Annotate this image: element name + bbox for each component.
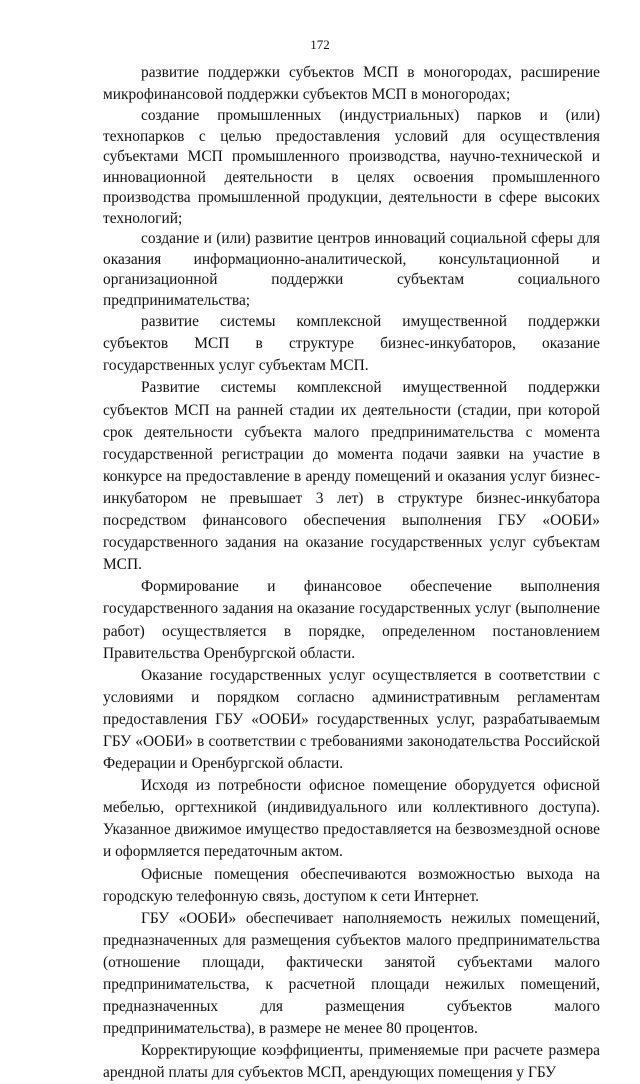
paragraph-business-incubators: развитие системы комплексной имущественной поддержки субъектов МСП в структуре бизнес-инкубаторов, оказание государственных услуг субъектам МСП. <box>103 313 600 375</box>
paragraph-property-support: Развитие системы комплексной имущественной поддержки субъектов МСП на ранней стадии их деятельности (стадии, при которой срок деятельности субъекта малого предпринимательства с момента государственной регистрации до момента подачи заявки на участие в конкурсе на предоставление в аренду помещений и оказания услуг бизнес-инкубатором не превышает 3 лет) в структуре бизнес-инкубатора посредством финансового обеспечения выполнения ГБУ «ООБИ» государственного задания на оказание государственных услуг субъектам МСП. <box>103 379 600 574</box>
paragraph-innovation-centers: создание и (или) развитие центров инноваций социальной сферы для оказания информационно-аналитической, консультационной и организационной поддержки субъектам социального предпринимательства; <box>103 230 600 309</box>
paragraph-monotowns: развитие поддержки субъектов МСП в моногородах, расширение микрофинансовой поддержки субъектов МСП в моногородах; <box>103 64 600 104</box>
paragraph-industrial-parks: создание промышленных (индустриальных) парков и (или) технопарков с целью предоставления условий для осуществления субъектами МСП промышленного производства, научно-технической и инновационной деятельности в целях освоения промышленного производства промышленной продукции, деятельности в сфере высоких технологий; <box>103 107 600 227</box>
paragraph-occupancy: ГБУ «ООБИ» обеспечивает наполняемость нежилых помещений, предназначенных для размещения субъектов малого предпринимательства (отношение площади, фактически занятой субъектами малого предпринимательства, к расчетной площади нежилых помещений, предназначенных для размещения субъектов малого предпринимательства), в размере не менее 80 процентов. <box>103 909 600 1038</box>
page-number: 172 <box>310 37 330 52</box>
paragraph-communications: Офисные помещения обеспечиваются возможностью выхода на городскую телефонную связь, доступом к сети Интернет. <box>103 865 600 905</box>
paragraph-state-services: Оказание государственных услуг осуществляется в соответствии с условиями и порядком согласно административным регламентам предоставления ГБУ «ООБИ» государственных услуг, разрабатываемым ГБУ «ООБИ» в соответствии с требованиями законодательства Российской Федерации и Оренбургской области. <box>103 666 600 773</box>
paragraph-correction-coefficients: Корректирующие коэффициенты, применяемые при расчете размера арендной платы для субъектов МСП, арендующих помещения у ГБУ <box>103 1042 600 1082</box>
paragraph-office-equipment: Исходя из потребности офисное помещение оборудуется офисной мебелью, оргтехникой (индивидуального или коллективного доступа). Указанное движимое имущество предоставляется на безвозмездной основе и оформляется передаточным актом. <box>103 777 600 861</box>
paragraph-state-assignment: Формирование и финансовое обеспечение выполнения государственного задания на оказание государственных услуг (выполнение работ) осуществляется в порядке, определенном постановлением Правительства Оренбургской области. <box>103 578 600 662</box>
document-body <box>103 62 600 1084</box>
